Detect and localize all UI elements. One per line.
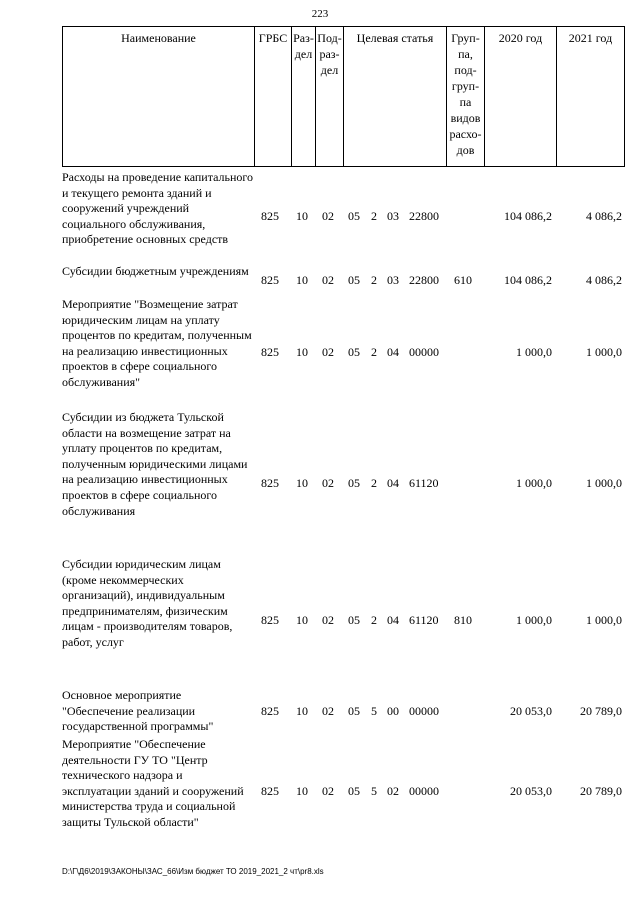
row-ts-program: 05 [348,784,360,798]
row-podrazdel: 02 [322,613,334,627]
table-row [62,297,625,409]
header-section: Раз- дел [292,27,316,166]
row-ts-program: 05 [348,209,360,223]
header-target-article: Целевая статья [344,27,447,166]
row-podrazdel: 02 [322,209,334,223]
row-grbs: 825 [261,273,279,287]
row-amount-2020: 104 086,2 [504,209,552,223]
row-ts-event: 03 [387,209,399,223]
table-row [62,688,625,736]
row-razdel: 10 [296,704,308,718]
row-amount-2021: 1 000,0 [586,613,622,627]
row-ts-event: 02 [387,784,399,798]
table-header [62,26,625,167]
header-subsection: Под- раз- дел [316,27,344,166]
row-grbs: 825 [261,209,279,223]
row-amount-2021: 20 789,0 [580,704,622,718]
row-amount-2020: 1 000,0 [516,613,552,627]
header-grbs: ГРБС [255,27,292,166]
row-ts-program: 05 [348,476,360,490]
row-name: Субсидии юридическим лицам (кроме некоммерческих организаций), индивидуальным предпринимателям, физическим лицам - производителям товаров, работ, услуг [62,557,233,649]
row-razdel: 10 [296,209,308,223]
row-ts-direction: 22800 [409,209,439,223]
row-name: Расходы на проведение капитального и текущего ремонта зданий и сооружений учреждений социального обслуживания, приобретение основных средств [62,170,254,247]
row-ts-subprogram: 2 [371,209,377,223]
row-ts-direction: 00000 [409,784,439,798]
row-grbs: 825 [261,613,279,627]
row-podrazdel: 02 [322,784,334,798]
row-podrazdel: 02 [322,476,334,490]
row-ts-subprogram: 2 [371,613,377,627]
table-row [62,170,625,264]
file-path-footer: D:\Г\Д6\2019\ЗАКОНЫ\ЗАС_66\Изм бюджет ТО 2019_2021_2 чт\pr8.xls [62,867,324,876]
row-ts-subprogram: 2 [371,345,377,359]
table-row [62,557,625,687]
row-name: Мероприятие "Возмещение затрат юридическим лицам на уплату процентов по кредитам, полученным на реализацию инвестиционных проектов в сфере социального обслуживания" [62,297,252,389]
row-grbs: 825 [261,476,279,490]
header-expense-group: Груп- па, под- груп- па видов расхо- дов [447,27,485,166]
row-ts-direction: 22800 [409,273,439,287]
row-grbs: 825 [261,704,279,718]
header-name: Наименование [63,27,255,166]
table-row [62,737,625,849]
row-grbs: 825 [261,784,279,798]
row-expense-type: 810 [454,613,472,627]
row-razdel: 10 [296,613,308,627]
row-ts-event: 04 [387,345,399,359]
header-2020: 2020 год [485,27,557,166]
row-ts-event: 00 [387,704,399,718]
row-ts-program: 05 [348,704,360,718]
row-podrazdel: 02 [322,704,334,718]
row-podrazdel: 02 [322,345,334,359]
row-ts-direction: 00000 [409,704,439,718]
row-ts-event: 04 [387,613,399,627]
row-ts-subprogram: 5 [371,704,377,718]
row-ts-program: 05 [348,273,360,287]
table-row [62,264,625,296]
row-ts-subprogram: 2 [371,476,377,490]
row-amount-2021: 4 086,2 [586,209,622,223]
row-amount-2021: 20 789,0 [580,784,622,798]
row-amount-2020: 104 086,2 [504,273,552,287]
row-ts-direction: 61120 [409,613,439,627]
row-name: Мероприятие "Обеспечение деятельности ГУ ТО "Центр технического надзора и эксплуатации зданий и сооружений министерства труда и социальной защиты Тульской области" [62,737,244,829]
row-podrazdel: 02 [322,273,334,287]
header-2021: 2021 год [568,31,613,45]
row-razdel: 10 [296,273,308,287]
row-amount-2020: 20 053,0 [510,704,552,718]
row-ts-subprogram: 2 [371,273,377,287]
row-ts-direction: 00000 [409,345,439,359]
row-amount-2020: 1 000,0 [516,476,552,490]
row-ts-program: 05 [348,345,360,359]
row-amount-2020: 1 000,0 [516,345,552,359]
row-ts-event: 03 [387,273,399,287]
row-razdel: 10 [296,476,308,490]
row-razdel: 10 [296,345,308,359]
row-name: Субсидии из бюджета Тульской области на возмещение затрат на уплату процентов по кредитам, полученным юридическими лицами на реализацию инвестиционных проектов в сфере социального обслуживания [62,410,248,518]
row-ts-event: 04 [387,476,399,490]
row-amount-2020: 20 053,0 [510,784,552,798]
row-expense-type: 610 [454,273,472,287]
row-amount-2021: 4 086,2 [586,273,622,287]
row-grbs: 825 [261,345,279,359]
row-name: Основное мероприятие "Обеспечение реализации государственной программы" [62,688,214,734]
row-amount-2021: 1 000,0 [586,476,622,490]
page-number: 223 [311,8,329,20]
row-ts-direction: 61120 [409,476,439,490]
row-ts-subprogram: 5 [371,784,377,798]
row-ts-program: 05 [348,613,360,627]
row-razdel: 10 [296,784,308,798]
row-amount-2021: 1 000,0 [586,345,622,359]
table-row [62,410,625,555]
row-name: Субсидии бюджетным учреждениям [62,264,249,278]
